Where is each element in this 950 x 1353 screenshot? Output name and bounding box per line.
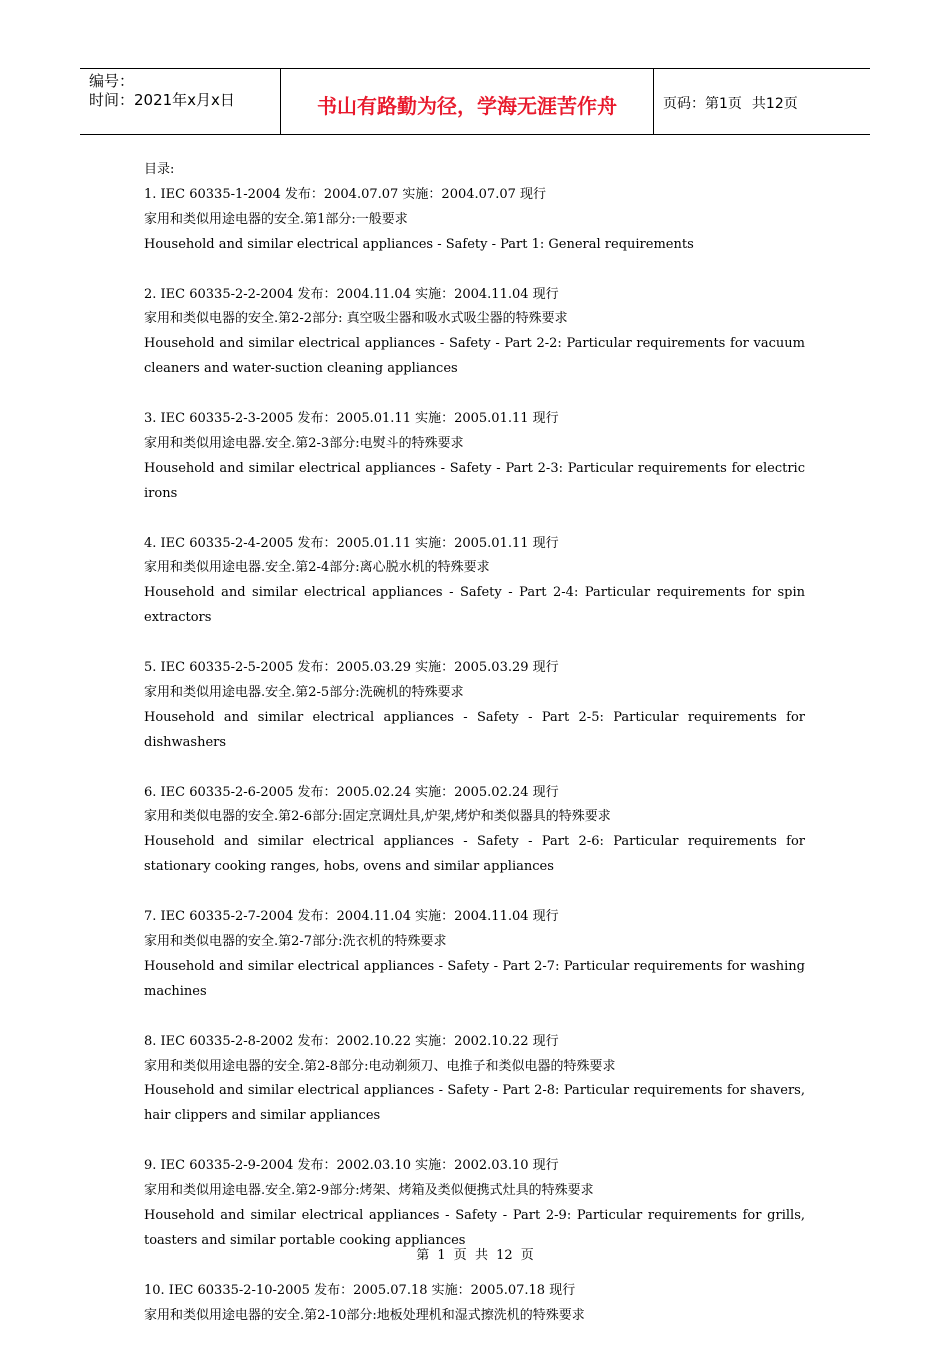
entry-title-zh: 家用和类似电器的安全.第2-7部分:洗衣机的特殊要求 bbox=[144, 934, 447, 949]
entry-code: 5. IEC 60335-2-5-2005 发布：2005.03.29 实施：2005.03.29 现行 bbox=[144, 660, 559, 676]
entry-code: 4. IEC 60335-2-4-2005 发布：2005.01.11 实施：2005.01.11 现行 bbox=[144, 535, 559, 551]
entry-title-zh: 家用和类似用途电器的安全.第2-10部分:地板处理机和湿式擦洗机的特殊要求 bbox=[144, 1307, 585, 1323]
toc-entry bbox=[144, 656, 805, 756]
toc-entry bbox=[144, 1030, 805, 1130]
entry-code: 3. IEC 60335-2-3-2005 发布：2005.01.11 实施：2005.01.11 现行 bbox=[144, 411, 559, 427]
entry-code: 2. IEC 60335-2-2-2004 发布：2004.11.04 实施：2004.11.04 现行 bbox=[144, 286, 559, 302]
header-motto: 书山有路勤为径，学海无涯苦作舟 bbox=[281, 69, 654, 134]
toc-entry bbox=[144, 532, 805, 632]
entry-code: 7. IEC 60335-2-7-2004 发布：2004.11.04 实施：2004.11.04 现行 bbox=[144, 909, 559, 925]
header-page-info bbox=[654, 69, 870, 134]
footer-page-number: 1 bbox=[437, 1248, 446, 1263]
header-page-number: 页码：第1页 bbox=[663, 95, 742, 112]
toc-entry bbox=[144, 283, 805, 383]
entry-title-en: Household and similar electrical appliances - Safety - Part 2-4: Particular requirements for spin extractors bbox=[144, 585, 805, 626]
footer-text: 页 bbox=[453, 1248, 467, 1263]
toc-entry bbox=[144, 183, 805, 258]
document-body bbox=[144, 158, 805, 1353]
toc-entry bbox=[144, 1279, 805, 1329]
entry-title-en: Household and similar electrical appliances - Safety - Part 2-3: Particular requirements for electric irons bbox=[144, 460, 805, 501]
entry-title-zh: 家用和类似用途电器.安全.第2-9部分:烤架、烤箱及类似便携式灶具的特殊要求 bbox=[144, 1183, 594, 1199]
entry-title-en: Household and similar electrical appliances - Safety - Part 1: General requirements bbox=[144, 236, 694, 252]
toc-entry bbox=[144, 407, 805, 507]
toc-entry bbox=[144, 905, 805, 1005]
entry-title-zh: 家用和类似用途电器.安全.第2-4部分:离心脱水机的特殊要求 bbox=[144, 560, 490, 576]
entry-title-zh: 家用和类似用途电器的安全.第1部分:一般要求 bbox=[144, 211, 408, 227]
entry-title-en: Household and similar electrical appliances - Safety - Part 2-6: Particular requirements for stationary cooking ranges, hobs, ovens and similar appliances bbox=[144, 834, 805, 875]
page-header bbox=[80, 68, 870, 135]
entry-title-en: Household and similar electrical appliances - Safety - Part 2-5: Particular requirements for dishwashers bbox=[144, 709, 805, 750]
entry-title-zh: 家用和类似用途电器.安全.第2-3部分:电熨斗的特殊要求 bbox=[144, 435, 464, 451]
entry-title-en: Household and similar electrical appliances - Safety - Part 2-9: Particular requirements for grills, toasters and similar portable cooking appliances bbox=[144, 1207, 805, 1248]
footer-text: 共 bbox=[474, 1248, 488, 1263]
entry-code: 9. IEC 60335-2-9-2004 发布：2002.03.10 实施：2002.03.10 现行 bbox=[144, 1158, 559, 1174]
entry-title-en: Household and similar electrical appliances - Safety - Part 2-7: Particular requirements for washing machines bbox=[144, 958, 805, 999]
entry-title-en: Household and similar electrical appliances - Safety - Part 2-2: Particular requirements for vacuum cleaners and water-suction cleaning appliances bbox=[144, 336, 805, 377]
footer-page-total: 12 bbox=[496, 1248, 513, 1263]
entry-title-zh: 家用和类似用途电器的安全.第2-8部分:电动剃须刀、电推子和类似电器的特殊要求 bbox=[144, 1058, 616, 1074]
toc-entry bbox=[144, 1154, 805, 1254]
toc-entry bbox=[144, 781, 805, 881]
entry-code: 6. IEC 60335-2-6-2005 发布：2005.02.24 实施：2005.02.24 现行 bbox=[144, 784, 559, 800]
entry-code: 10. IEC 60335-2-10-2005 发布：2005.07.18 实施：2005.07.18 现行 bbox=[144, 1282, 576, 1298]
document-number-label: 编号： bbox=[89, 72, 135, 90]
page-footer bbox=[0, 1246, 950, 1266]
footer-text: 第 bbox=[416, 1248, 430, 1263]
entry-title-zh: 家用和类似用途电器.安全.第2-5部分:洗碗机的特殊要求 bbox=[144, 684, 464, 700]
document-date-label: 时间：2021年x月x日 bbox=[89, 91, 235, 109]
header-meta bbox=[80, 69, 281, 134]
entry-title-en: Household and similar electrical appliances - Safety - Part 2-8: Particular requirements for shavers, hair clippers and similar appliances bbox=[144, 1083, 805, 1124]
footer-text: 页 bbox=[520, 1248, 534, 1263]
entry-title-zh: 家用和类似电器的安全.第2-6部分:固定烹调灶具,炉架,烤炉和类似器具的特殊要求 bbox=[144, 809, 611, 825]
entry-title-zh: 家用和类似电器的安全.第2-2部分: 真空吸尘器和吸水式吸尘器的特殊要求 bbox=[144, 311, 568, 327]
header-page-total: 共12页 bbox=[751, 95, 798, 112]
toc-title: 目录: bbox=[144, 162, 175, 177]
entry-code: 1. IEC 60335-1-2004 发布：2004.07.07 实施：2004.07.07 现行 bbox=[144, 186, 546, 202]
entry-code: 8. IEC 60335-2-8-2002 发布：2002.10.22 实施：2002.10.22 现行 bbox=[144, 1033, 559, 1049]
